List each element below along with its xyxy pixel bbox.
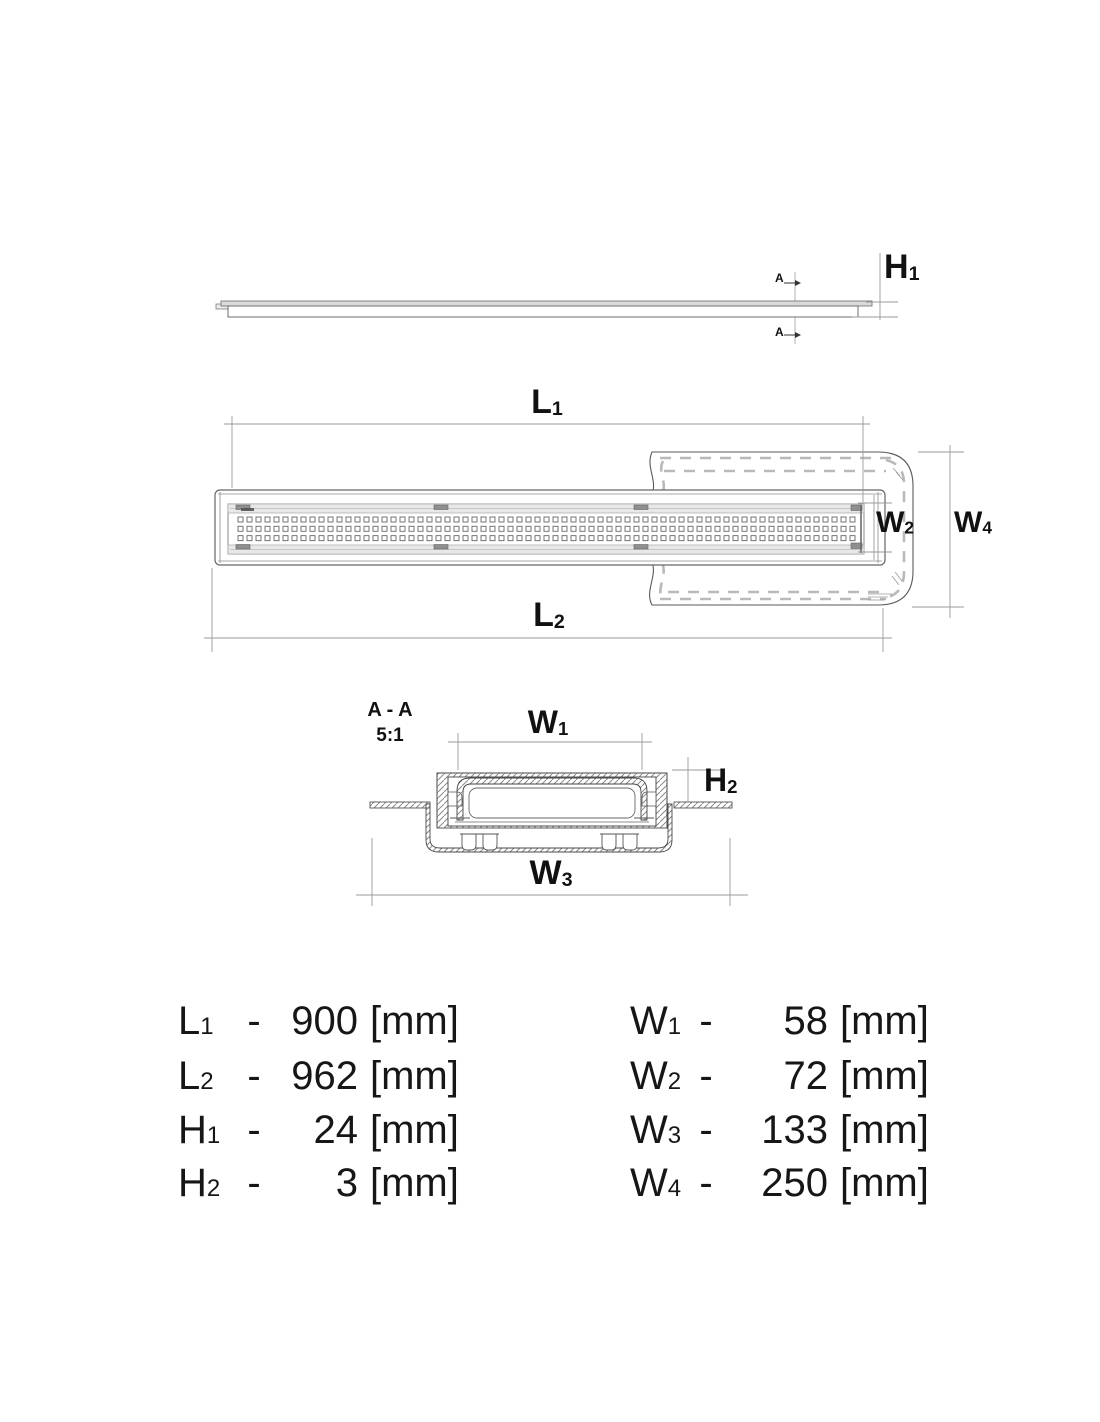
section-title: A - A <box>367 699 413 721</box>
h1-dim-label: H1 <box>884 248 920 286</box>
profile-body <box>228 306 858 317</box>
side-elevation-view <box>216 253 898 344</box>
spec-row-w2: W2 - 72 [mm] <box>630 1054 929 1098</box>
w3-dim-label: W3 <box>529 854 573 892</box>
section-cut-label-bottom: A <box>775 325 784 339</box>
perforation-field <box>236 515 856 543</box>
spec-row-w1: W1 - 58 [mm] <box>630 999 929 1043</box>
profile-top-flange <box>221 301 872 306</box>
section-cut-label-top: A <box>775 271 784 285</box>
spec-row-h1: H1 - 24 [mm] <box>178 1108 459 1152</box>
l1-dim-label: L1 <box>531 383 563 421</box>
w2-dim-label: W2 <box>876 506 914 539</box>
l2-dim-label: L2 <box>533 596 565 634</box>
grate <box>228 504 864 554</box>
section-scale: 5:1 <box>376 725 404 746</box>
spec-row-h2: H2 - 3 [mm] <box>178 1161 459 1205</box>
brand-mark <box>241 508 254 511</box>
w4-dim-label: W4 <box>954 506 992 539</box>
spec-row-l1: L1 - 900 [mm] <box>178 999 459 1043</box>
spec-row-w3: W3 - 133 [mm] <box>630 1108 929 1152</box>
spec-row-l2: L2 - 962 [mm] <box>178 1054 459 1098</box>
w1-dim-label: W1 <box>527 704 569 740</box>
h2-dim-label: H2 <box>704 762 738 798</box>
spec-row-w4: W4 - 250 [mm] <box>630 1161 929 1205</box>
right-wing-flange <box>674 802 732 808</box>
left-wing-flange <box>370 802 430 808</box>
